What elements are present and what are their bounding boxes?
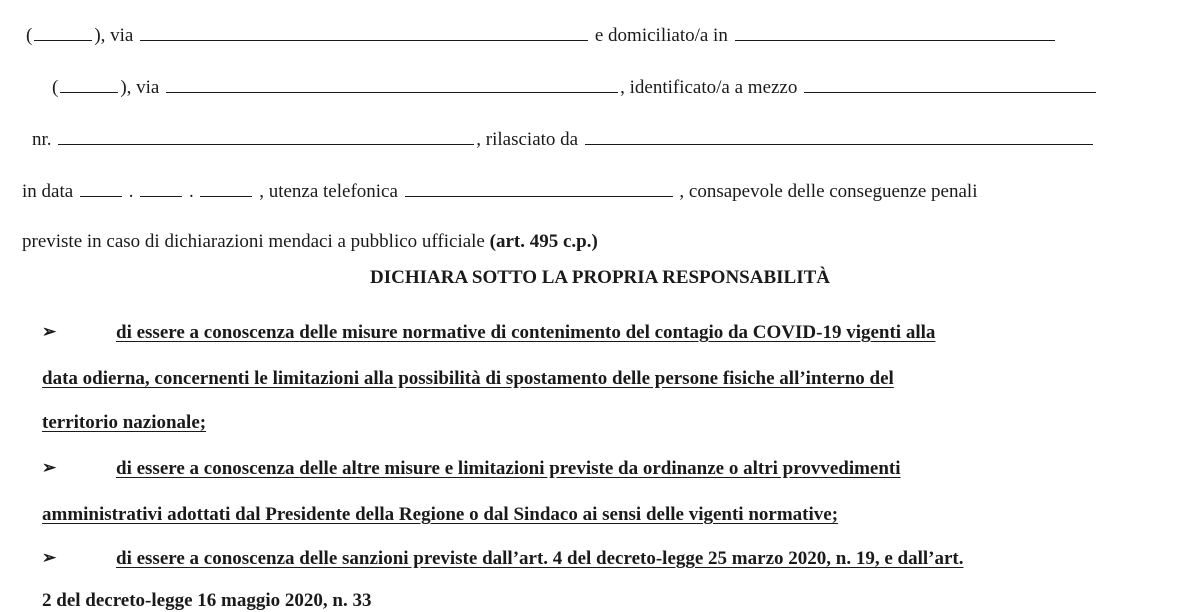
phone-field[interactable] — [405, 178, 673, 197]
form-line-residence — [26, 22, 1057, 47]
identification-label: , identificato/a a mezzo — [620, 77, 798, 98]
province-field[interactable] — [60, 74, 118, 93]
via-label: ), via — [94, 25, 134, 46]
domicile-address-field[interactable] — [166, 74, 618, 93]
via-label: ), via — [120, 77, 160, 98]
declaration-item-3-line-2: 2 del decreto-legge 16 maggio 2020, n. 33 — [42, 590, 372, 611]
bullet-arrow-icon: ➢ — [42, 458, 57, 477]
issued-by-field[interactable] — [585, 126, 1093, 145]
issued-by-label: , rilasciato da — [476, 129, 579, 150]
paren-open: ( — [26, 25, 33, 46]
declaration-heading: DICHIARA SOTTO LA PROPRIA RESPONSABILITÀ — [370, 267, 830, 288]
province-field[interactable] — [34, 22, 92, 41]
nr-label: nr. — [32, 129, 52, 150]
form-line-domicile-address — [52, 74, 1098, 99]
declaration-item-1-line-3: territorio nazionale; — [42, 412, 207, 433]
form-line-document — [32, 126, 1095, 151]
date-month-field[interactable] — [140, 178, 182, 197]
date-label: in data — [22, 181, 74, 202]
phone-label: , utenza telefonica — [259, 181, 398, 202]
address-field[interactable] — [140, 22, 588, 41]
declaration-item-1-line-1: di essere a conoscenza delle misure normative di contenimento del contagio da COVID-19 vigenti alla — [116, 322, 936, 343]
domicile-label: e domiciliato/a in — [594, 25, 728, 46]
date-separator: . — [188, 181, 194, 202]
declaration-item-3-line-1: di essere a conoscenza delle sanzioni previste dall’art. 4 del decreto-legge 25 marzo 2020, n. 19, e dall’art. — [116, 548, 964, 569]
form-line-penal-notice — [22, 231, 598, 253]
declaration-item-1-line-2: data odierna, concernenti le limitazioni alla possibilità di spostamento delle persone fisiche all’interno del — [42, 368, 894, 389]
date-day-field[interactable] — [80, 178, 122, 197]
form-line-date-phone — [22, 178, 977, 203]
domicile-field[interactable] — [735, 22, 1055, 41]
bullet-arrow-icon: ➢ — [42, 548, 57, 567]
date-year-field[interactable] — [200, 178, 252, 197]
declaration-item-2-line-1: di essere a conoscenza delle altre misure e limitazioni previste da ordinanze o altri provvedimenti — [116, 458, 901, 479]
consequences-text: , consapevole delle conseguenze penali — [679, 181, 978, 202]
penal-notice-text: previste in caso di dichiarazioni mendaci a pubblico ufficiale — [22, 231, 485, 252]
date-separator: . — [128, 181, 134, 202]
document-number-field[interactable] — [58, 126, 474, 145]
declaration-item-2-line-2: amministrativi adottati dal Presidente della Regione o dal Sindaco ai sensi delle vigenti normative; — [42, 504, 839, 525]
bullet-arrow-icon: ➢ — [42, 322, 57, 341]
penal-code-reference: (art. 495 c.p.) — [489, 231, 598, 252]
paren-open: ( — [52, 77, 59, 98]
identification-field[interactable] — [804, 74, 1096, 93]
